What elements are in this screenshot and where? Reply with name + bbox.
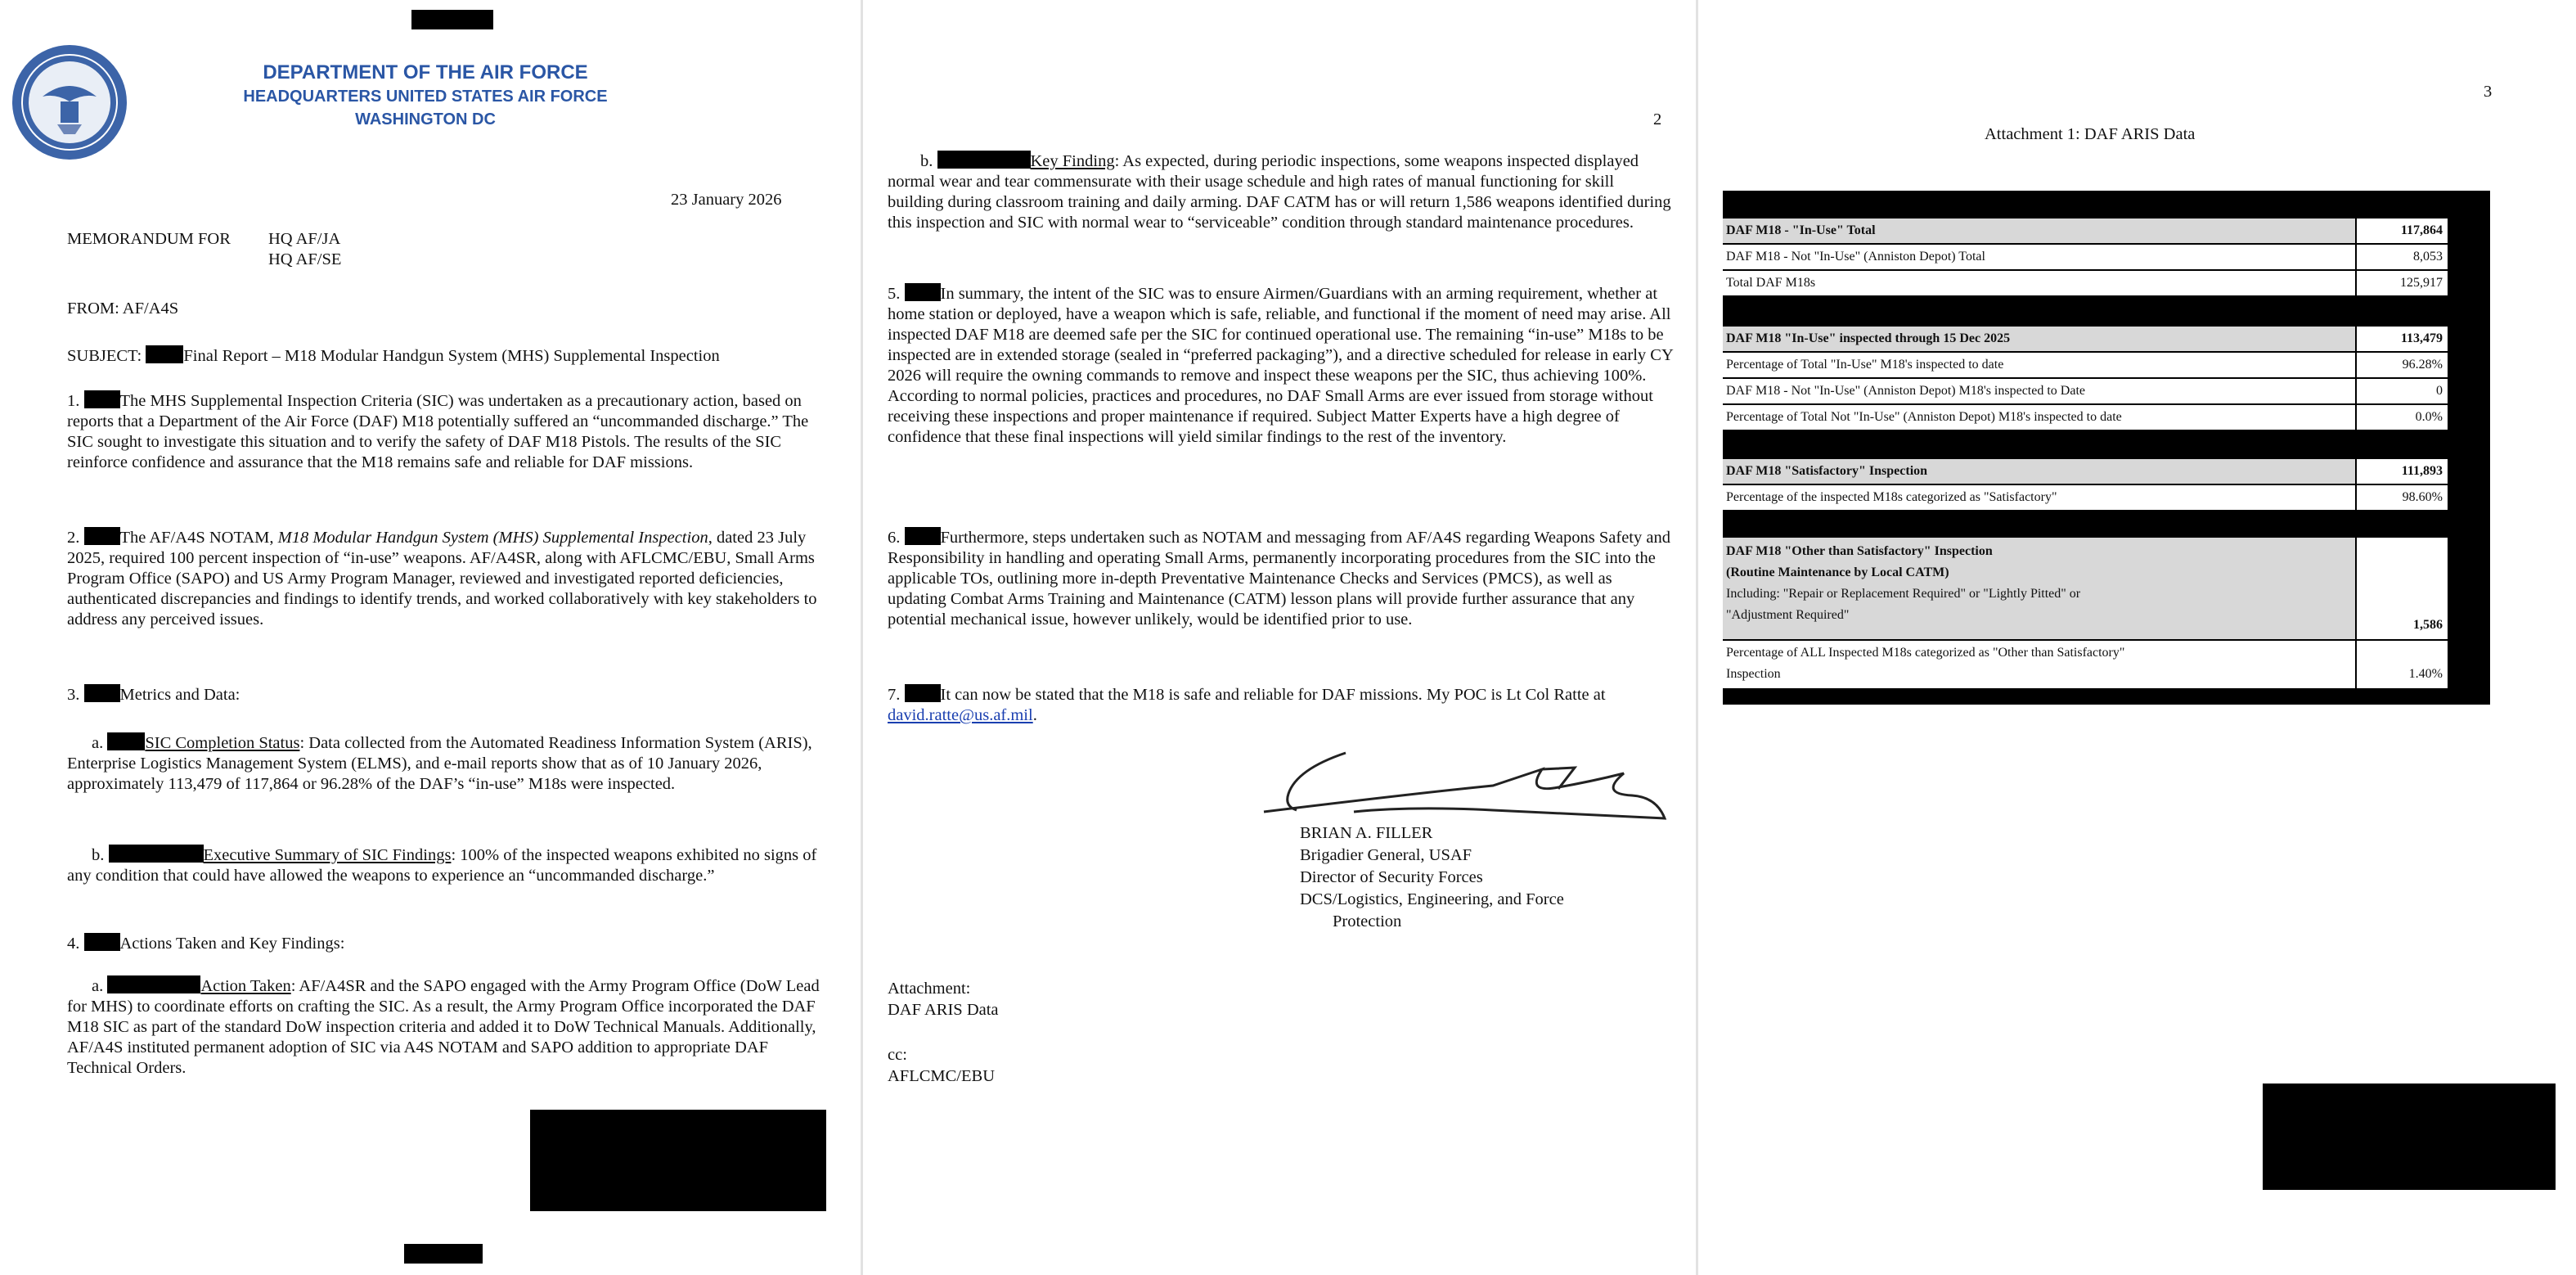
table-cell-label: DAF M18 - Not "In-Use" (Anniston Depot) M18's inspected to Date [1723,379,2357,403]
attachment-title: Attachment 1: DAF ARIS Data [1985,125,2196,143]
redaction-block [84,684,120,702]
paragraph-2 [67,527,828,630]
memo-page-2 [863,0,1696,1275]
table-row [1723,485,2448,510]
paragraph-1 [67,390,828,473]
table-row [1723,379,2448,403]
redaction-block [905,527,941,545]
table-cell-label: Percentage of the inspected M18s categorized as "Satisfactory" [1723,485,2357,510]
paragraph-7 [888,684,1673,726]
signer-title: Director of Security Forces [1300,868,1483,886]
page-number: 3 [2484,83,2493,101]
letterhead-hq: HEADQUARTERS UNITED STATES AIR FORCE [243,88,608,106]
redaction-block [905,283,941,301]
paragraph-text: The AF/A4S NOTAM, [119,529,278,547]
table-row [1723,327,2448,351]
redaction-block [107,732,145,750]
table-cell-label: Percentage of Total "In-Use" M18's inspected to date [1723,353,2357,377]
aris-data-table [1723,191,2490,705]
redaction-block [530,1110,826,1211]
paragraph-number: 5. [888,285,901,303]
table-cell-label: DAF M18 - Not "In-Use" (Anniston Depot) Total [1723,245,2357,269]
paragraph-number: 7. [888,686,901,704]
memo-for-recipient-2: HQ AF/SE [268,250,342,268]
cc-item: AFLCMC/EBU [888,1067,995,1085]
redaction-block [84,933,120,951]
paragraph-3a [67,732,828,795]
memo-subject [67,345,836,367]
signer-office: DCS/Logistics, Engineering, and Force [1300,890,1564,908]
table-cell-value: 1,586 [2413,618,2443,632]
paragraph-number: b. [92,846,105,864]
table-cell-value: 0.0% [2415,410,2443,424]
table-cell-label: Total DAF M18s [1723,271,2357,295]
table-cell-value: 98.60% [2402,490,2443,504]
table-cell-label: DAF M18 "In-Use" inspected through 15 Dec 2025 [1723,327,2357,351]
memo-for-recipient-1: HQ AF/JA [268,230,341,248]
paragraph-title: Actions Taken and Key Findings: [119,935,345,953]
attachment-item: DAF ARIS Data [888,1001,999,1019]
notam-title: M18 Modular Handgun System (MHS) Supplemental Inspection [277,529,708,547]
paragraph-text: In summary, the intent of the SIC was to ensure Airmen/Guardians with an arming requirement, whether at home station or deployed, have a weapon which is safe, reliable, and functional if the moment of need may arise. All inspected DAF M18 are deemed safe per the SIC for continued operational use. The remaining “in-use” M18s to be inspected are in extended storage (sealed in “preferred packaging”), and a directive scheduled for release in early CY 2026 will require the owning commands to remove and inspect these weapons per the SIC, thus achieving 100%. According to normal policies, practices and procedures, no DAF Small Arms are ever issued from storage without receiving these inspections and proper maintenance if required. Subject Matter Experts have a high degree of confidence that these final inspections will yield similar findings to the rest of the inventory. [888,285,1673,446]
table-row [1723,271,2448,295]
paragraph-text: Furthermore, steps undertaken such as NOTAM and messaging from AF/A4S regarding Weapons Safety and Responsibility in handling and operating Small Arms, permanently incorporating procedures from the SIC into the applicable TOs, outlining more in-depth Preventative Maintenance Checks and Services (PMCS), as well as updating Combat Arms Training and Maintenance (CATM) lesson plans will provide further assurance that any potential mechanical issue, however unlikely, would be identified prior to use. [888,529,1670,628]
paragraph-title: Key Finding [1030,152,1115,170]
redaction-block [411,10,493,29]
paragraph-4 [67,933,828,954]
paragraph-5 [888,283,1673,448]
paragraph-number: 2. [67,529,80,547]
paragraph-title: SIC Completion Status [145,734,300,752]
paragraph-text: : AF/A4SR and the SAPO engaged with the Army Program Office (DoW Lead for MHS) to coordinate efforts on crafting the SIC. As a result, the Army Program Office incorporated the DAF M18 SIC as part of the standard DoW inspection criteria and added it to DoW Technical Manuals. Additionally, AF/A4S instituted permanent adoption of SIC via A4S NOTAM and SAPO addition to appropriate DAF Technical Orders. [67,977,820,1077]
paragraph-text: : As expected, during periodic inspections, some weapons inspected displayed normal wear and tear commensurate with their usage schedule and high rates of manual functioning for skill building during classroom training and daily arming. DAF CATM has or will return 1,586 weapons identified during this inspection and SIC with normal wear to “serviceable” condition through standard maintenance procedures. [888,152,1671,232]
cc-label: cc: [888,1046,907,1064]
table-row [1723,219,2448,243]
paragraph-4a [67,975,828,1079]
air-force-seal-icon [10,43,129,162]
table-cell-value: 8,053 [2413,250,2443,264]
redaction-block [2263,1084,2556,1190]
signer-office-cont: Protection [1333,912,1402,930]
paragraph-text: : Data collected from the Automated Readiness Information System (ARIS), Enterprise Logistics Management System (ELMS), and e-mail reports show that as of 10 January 2026, approximately 113,479 of 117,864 or 96.28% of the DAF’s “in-use” M18s were inspected. [67,734,812,793]
subject-label: SUBJECT: [67,347,142,365]
letterhead-city: WASHINGTON DC [355,110,496,128]
paragraph-number: 4. [67,935,80,953]
paragraph-number: a. [92,734,104,752]
table-row [1723,641,2448,688]
paragraph-number: b. [920,152,933,170]
redaction-block [84,527,120,545]
attachment-page-3 [1698,0,2576,1275]
table-cell-label: DAF M18 "Satisfactory" Inspection [1723,459,2357,484]
table-cell-value: 96.28% [2402,358,2443,372]
redaction-block [905,684,941,702]
table-row [1723,459,2448,484]
redaction-block [404,1244,483,1264]
table-row [1723,538,2448,639]
memo-date: 23 January 2026 [671,191,782,209]
table-cell-label: DAF M18 "Other than Satisfactory" Inspection (Routine Maintenance by Local CATM) Including: "Repair or Replacement Required" or "Lightly Pitted" or "Adjustment Required" [1723,538,2357,639]
memo-page-1 [0,0,861,1275]
paragraph-6 [888,527,1673,630]
paragraph-4b [888,151,1673,233]
redaction-block [84,390,120,408]
page-number: 2 [1653,110,1662,128]
table-cell-value: 111,893 [2357,459,2448,484]
paragraph-text: , dated 23 July 2025, required 100 percent inspection of “in-use” weapons. AF/A4SR, along with AFLCMC/EBU, Small Arms Program Office (SAPO) and US Army Program Manager, reviewed and investigated reported deficiencies, authenticated discrepancies and findings to identify trends, and worked collaboratively with key stakeholders to address any perceived issues. [67,529,817,628]
table-cell-label: Percentage of ALL Inspected M18s categorized as "Other than Satisfactory" Inspection [1723,641,2357,688]
paragraph-text: : 100% of the inspected weapons exhibited no signs of any condition that could have allowed the weapons to experience an “uncommanded discharge.” [67,846,817,885]
table-row [1723,405,2448,430]
paragraph-number: a. [92,977,104,995]
paragraph-title: Metrics and Data: [119,686,241,704]
paragraph-title: Executive Summary of SIC Findings [203,846,452,864]
attachment-label: Attachment: [888,980,971,998]
memo-from: FROM: AF/A4S [67,300,179,318]
table-row [1723,353,2448,377]
table-cell-label: Percentage of Total Not "In-Use" (Anniston Depot) M18's inspected to date [1723,405,2357,430]
signer-rank: Brigadier General, USAF [1300,846,1472,864]
table-row [1723,245,2448,269]
paragraph-3 [67,684,828,705]
redaction-block [107,975,200,993]
poc-email-link[interactable]: david.ratte@us.af.mil [888,706,1033,724]
table-cell-value: 125,917 [2400,276,2443,290]
paragraph-text: The MHS Supplemental Inspection Criteria (SIC) was undertaken as a precautionary action, based on reports that a Department of the Air Force (DAF) M18 potentially suffered an “uncommanded discharge.” The SIC sought to investigate this situation and to verify the safety of DAF M18 Pistols. The results of the SIC reinforce confidence and assurance that the M18 remains safe and reliable for DAF missions. [67,392,809,471]
memo-for-label: MEMORANDUM FOR [67,230,231,248]
table-cell-label: DAF M18 - "In-Use" Total [1723,219,2357,243]
paragraph-number: 6. [888,529,901,547]
paragraph-text: It can now be stated that the M18 is safe and reliable for DAF missions. My POC is Lt Col Ratte at [940,686,1606,704]
paragraph-number: 3. [67,686,80,704]
paragraph-number: 1. [67,392,80,410]
subject-text: Final Report – M18 Modular Handgun System (MHS) Supplemental Inspection [183,347,720,365]
table-cell-value: 0 [2436,384,2443,398]
table-cell-value: 113,479 [2357,327,2448,351]
paragraph-text: . [1032,706,1037,724]
signer-name: BRIAN A. FILLER [1300,824,1433,842]
table-cell-value: 117,864 [2357,219,2448,243]
signature-image [1248,737,1673,835]
redaction-block [109,845,204,863]
paragraph-3b [67,845,828,886]
table-cell-value: 1.40% [2408,667,2443,681]
redaction-block [146,345,183,363]
letterhead-department: DEPARTMENT OF THE AIR FORCE [263,61,588,83]
redaction-block [937,151,1031,169]
paragraph-title: Action Taken [200,977,291,995]
